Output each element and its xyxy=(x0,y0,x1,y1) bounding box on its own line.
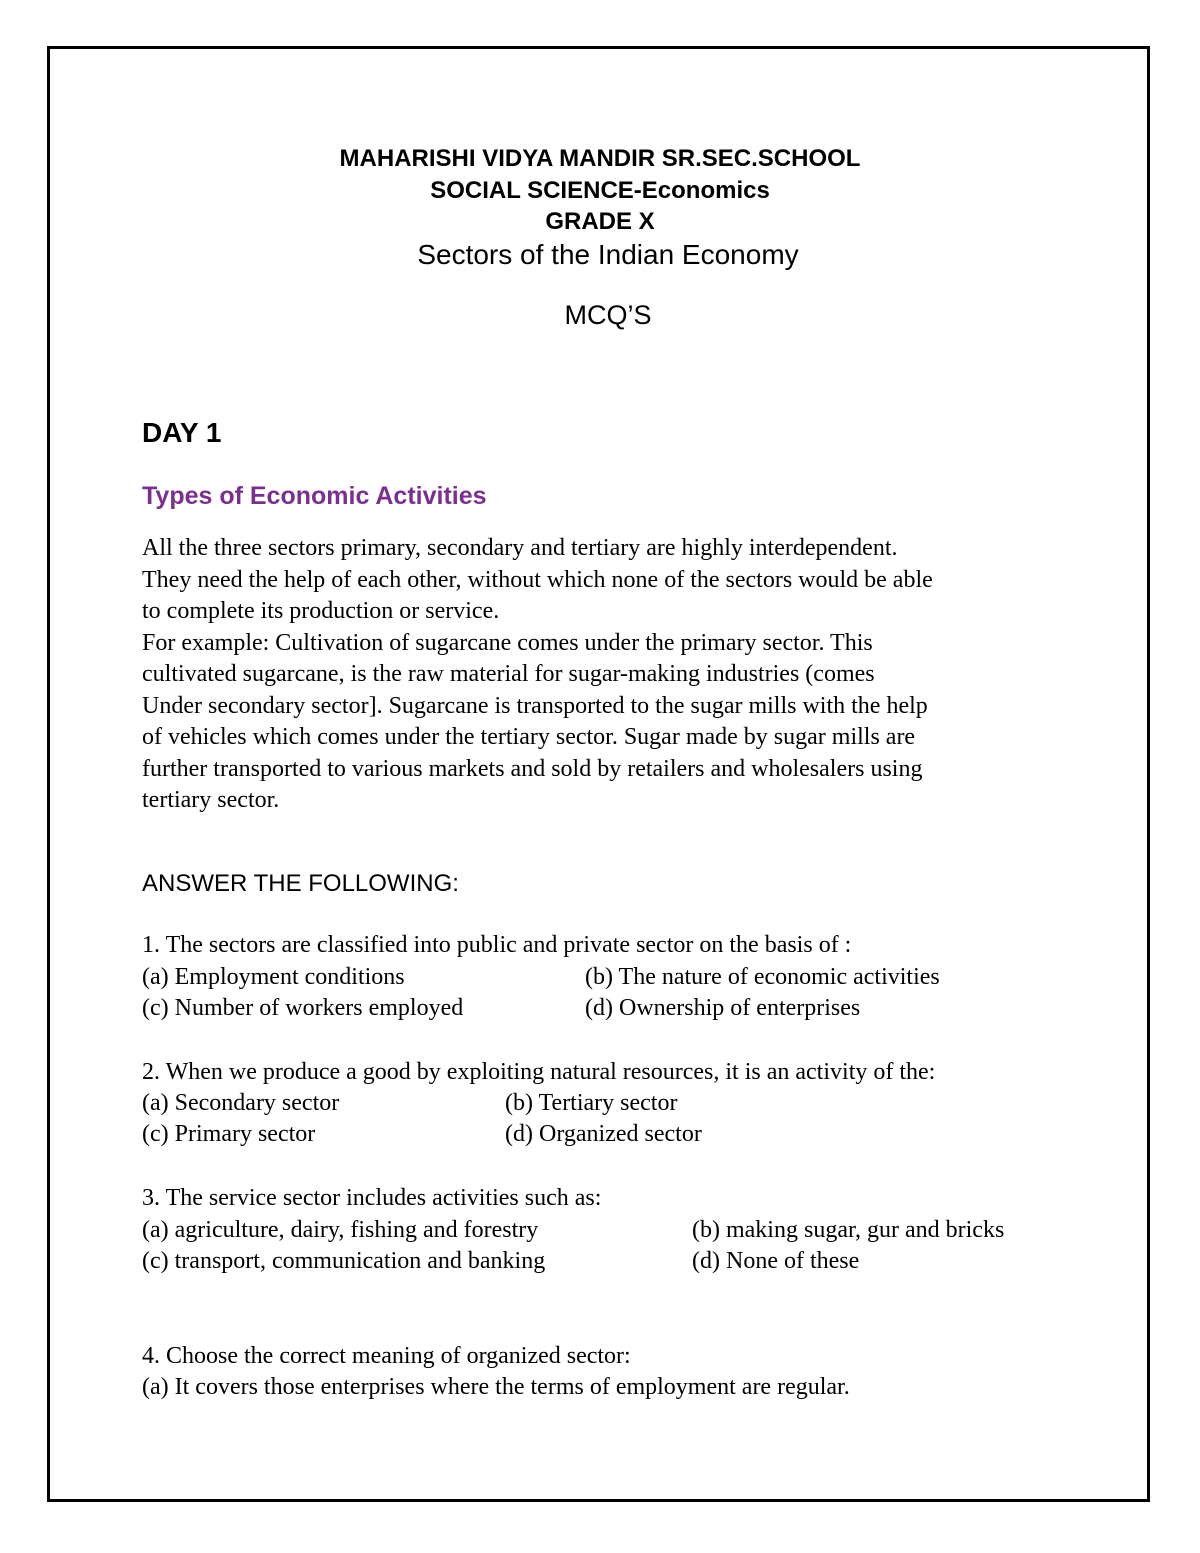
question-1-option-a: (a) Employment conditions xyxy=(142,964,405,990)
mcq-label: MCQ’S xyxy=(564,300,652,330)
grade-label: GRADE X xyxy=(545,208,655,235)
question-2-text: 2. When we produce a good by exploiting natural resources, it is an activity of the: xyxy=(142,1059,936,1085)
subject-title: SOCIAL SCIENCE-Economics xyxy=(430,177,770,204)
question-2-option-b: (b) Tertiary sector xyxy=(505,1090,678,1116)
question-2-option-c: (c) Primary sector xyxy=(142,1121,316,1147)
paragraph-line: All the three sectors primary, secondary and tertiary are highly interdependent. xyxy=(142,535,898,561)
question-2-option-d: (d) Organized sector xyxy=(505,1121,702,1147)
paragraph-line: They need the help of each other, without which none of the sectors would be able xyxy=(142,566,933,593)
intro-paragraph xyxy=(142,533,933,817)
paragraph-line: of vehicles which comes under the tertiary sector. Sugar made by sugar mills are xyxy=(142,724,916,750)
question-3-option-d: (d) None of these xyxy=(692,1248,860,1274)
question-4-option-a: (a) It covers those enterprises where the terms of employment are regular. xyxy=(142,1374,850,1400)
day-label: DAY 1 xyxy=(142,417,222,448)
paragraph-line: tertiary sector. xyxy=(142,787,280,813)
answer-heading: ANSWER THE FOLLOWING: xyxy=(142,870,459,897)
paragraph-line: further transported to various markets and sold by retailers and wholesalers using xyxy=(142,755,923,782)
chapter-title: Sectors of the Indian Economy xyxy=(417,239,799,270)
question-1-option-d: (d) Ownership of enterprises xyxy=(585,995,861,1021)
question-4-text: 4. Choose the correct meaning of organized sector: xyxy=(142,1343,631,1369)
question-3-option-a: (a) agriculture, dairy, fishing and forestry xyxy=(142,1217,539,1243)
paragraph-line: cultivated sugarcane, is the raw material for sugar-making industries (comes xyxy=(142,661,875,687)
paragraph-line: For example: Cultivation of sugarcane comes under the primary sector. This xyxy=(142,629,873,656)
paragraph-line: Under secondary sector]. Sugarcane is transported to the sugar mills with the help xyxy=(142,692,928,719)
section-title: Types of Economic Activities xyxy=(142,482,487,510)
question-1-text: 1. The sectors are classified into public and private sector on the basis of : xyxy=(142,932,852,958)
question-2-option-a: (a) Secondary sector xyxy=(142,1090,340,1116)
question-1-option-b: (b) The nature of economic activities xyxy=(585,964,940,990)
question-1-option-c: (c) Number of workers employed xyxy=(142,995,464,1021)
school-name: MAHARISHI VIDYA MANDIR SR.SEC.SCHOOL xyxy=(339,145,861,172)
question-3-text: 3. The service sector includes activities such as: xyxy=(142,1185,602,1211)
question-3-option-b: (b) making sugar, gur and bricks xyxy=(692,1217,1005,1243)
paragraph-line: to complete its production or service. xyxy=(142,598,500,624)
question-3-option-c: (c) transport, communication and banking xyxy=(142,1248,546,1274)
